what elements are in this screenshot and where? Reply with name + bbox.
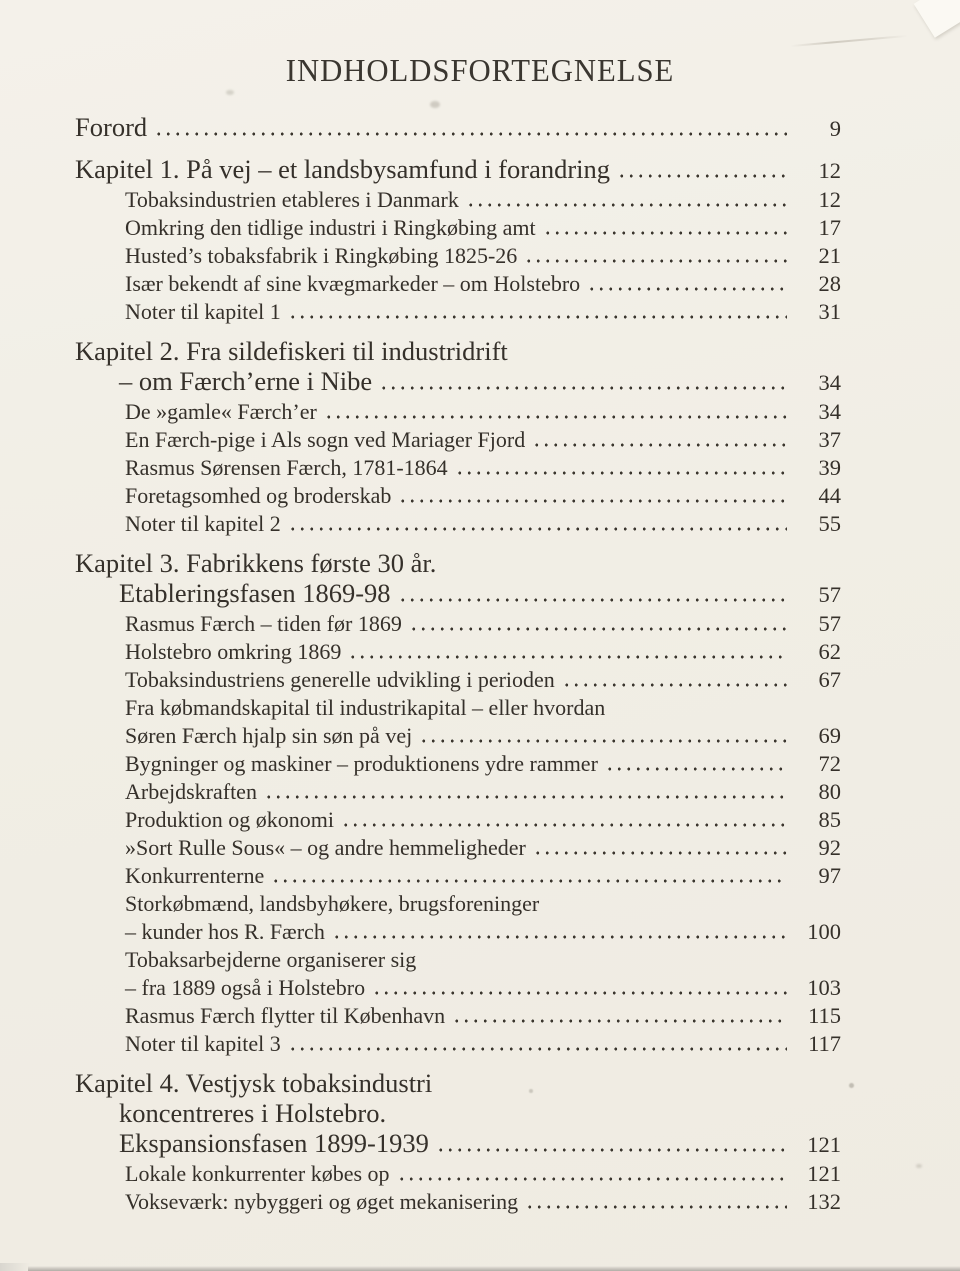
scan-bottom-edge	[28, 1266, 960, 1271]
toc-entry	[75, 750, 841, 778]
toc-entry-title: Tobaksindustriens generelle udvikling i perioden	[125, 667, 555, 692]
toc-entry-page: 69	[818, 723, 841, 748]
toc-entry	[75, 548, 841, 578]
toc-entry	[75, 778, 841, 806]
toc-entry	[75, 638, 841, 666]
toc-entry-page: 117	[808, 1031, 841, 1056]
toc-entry-title: Kapitel 3. Fabrikkens første 30 år.	[75, 548, 437, 578]
scan-speck	[226, 90, 234, 95]
toc-entry-title: Rasmus Færch flytter til København	[125, 1003, 446, 1028]
toc-entry	[75, 454, 841, 482]
toc-entry-title: Foretagsomhed og broderskab	[125, 483, 392, 508]
toc-entry	[75, 890, 841, 918]
toc-entry-title: Kapitel 4. Vestjysk tobaksindustri	[75, 1068, 433, 1098]
toc-entry-page: 55	[818, 511, 841, 536]
toc-entry	[75, 1098, 841, 1128]
toc-entry-page: 44	[818, 483, 841, 508]
toc-entry-title: Tobaksarbejderne organiserer sig	[125, 947, 417, 972]
toc-entry	[75, 398, 841, 426]
toc-entry	[75, 722, 841, 750]
toc-entry	[75, 806, 841, 834]
toc-entry	[75, 1002, 841, 1030]
dot-leader	[587, 270, 787, 298]
scan-crease	[790, 35, 908, 47]
scan-speck	[529, 1089, 533, 1093]
dot-leader	[398, 578, 787, 610]
toc-entry-title: Storkøbmænd, landsbyhøkere, brugsforeninger	[125, 891, 540, 916]
toc-entry-title: De »gamle« Færch’er	[125, 399, 317, 424]
toc-entry-title: Rasmus Sørensen Færch, 1781-1864	[125, 455, 448, 480]
toc-entry-page: 12	[818, 187, 841, 212]
toc-entry-title: Rasmus Færch – tiden før 1869	[125, 611, 402, 636]
scan-corner-fold	[914, 0, 960, 38]
toc-entry	[75, 426, 841, 454]
toc-entry-page: 80	[818, 779, 841, 804]
toc-entry	[75, 1188, 841, 1216]
toc-list	[75, 112, 841, 1216]
toc-entry-title: Arbejdskraften	[125, 779, 257, 804]
toc-entry-title: Noter til kapitel 3	[125, 1031, 281, 1056]
toc-entry-page: 92	[818, 835, 841, 860]
toc-entry	[75, 1160, 841, 1188]
toc-entry	[75, 510, 841, 538]
dot-leader	[324, 398, 787, 426]
toc-entry-page: 12	[818, 158, 841, 183]
dot-leader	[605, 750, 787, 778]
toc-entry-page: 100	[807, 919, 841, 944]
scan-bottom-corner	[0, 1263, 30, 1271]
dot-leader	[543, 214, 787, 242]
dot-leader	[524, 242, 787, 270]
toc-entry-title: Forord	[75, 112, 148, 142]
dot-leader	[398, 482, 787, 510]
scan-speck	[849, 1083, 854, 1088]
toc-entry-page: 67	[818, 667, 841, 692]
toc-entry-page: 115	[808, 1003, 841, 1028]
toc-entry-page: 132	[807, 1189, 841, 1214]
toc-entry-page: 72	[818, 751, 841, 776]
toc-entry-title: Vokseværk: nybyggeri og øget mekanisering	[125, 1189, 519, 1214]
dot-leader	[348, 638, 787, 666]
dot-leader	[288, 1030, 787, 1058]
toc-entry	[75, 336, 841, 366]
toc-entry	[75, 862, 841, 890]
toc-entry-page: 21	[818, 243, 841, 268]
page-title: INDHOLDSFORTEGNELSE	[285, 52, 675, 88]
dot-leader	[397, 1160, 787, 1188]
dot-leader	[436, 1128, 787, 1160]
toc-entry	[75, 482, 841, 510]
toc-entry	[75, 1128, 841, 1160]
toc-entry-page: 121	[807, 1161, 841, 1186]
dot-leader	[154, 112, 787, 144]
toc-entry-page: 97	[818, 863, 841, 888]
toc-entry-title: En Færch-pige i Als sogn ved Mariager Fjord	[125, 427, 526, 452]
toc-entry	[75, 610, 841, 638]
toc-entry-page: 57	[818, 582, 841, 607]
toc-entry-title: Lokale konkurrenter købes op	[125, 1161, 390, 1186]
toc-entry-page: 57	[818, 611, 841, 636]
dot-leader	[409, 610, 787, 638]
toc-entry-page: 31	[818, 299, 841, 324]
toc-entry-title: Kapitel 1. På vej – et landsbysamfund i forandring	[75, 154, 611, 184]
toc-entry	[75, 918, 841, 946]
dot-leader	[271, 862, 787, 890]
toc-entry-page: 121	[807, 1132, 841, 1157]
toc-entry-page: 9	[829, 116, 841, 141]
toc-entry-page: 103	[807, 975, 841, 1000]
toc-entry-title: – fra 1889 også i Holstebro	[125, 975, 366, 1000]
toc-entry	[75, 186, 841, 214]
toc-entry	[75, 666, 841, 694]
toc-entry-title: Noter til kapitel 1	[125, 299, 281, 324]
toc-entry-title: Ekspansionsfasen 1899-1939	[119, 1128, 429, 1158]
dot-leader	[288, 298, 787, 326]
dot-leader	[532, 426, 787, 454]
dot-leader	[419, 722, 787, 750]
toc-entry	[75, 946, 841, 974]
toc-entry-title: – om Færch’erne i Nibe	[119, 366, 373, 396]
toc-entry	[75, 578, 841, 610]
toc-entry-page: 85	[818, 807, 841, 832]
toc-entry-title: Noter til kapitel 2	[125, 511, 281, 536]
dot-leader	[466, 186, 787, 214]
toc-entry	[75, 694, 841, 722]
toc-entry-title: Produktion og økonomi	[125, 807, 335, 832]
dot-leader	[562, 666, 787, 694]
toc-entry-page: 17	[818, 215, 841, 240]
dot-leader	[455, 454, 787, 482]
toc-entry-title: Holstebro omkring 1869	[125, 639, 342, 664]
toc-entry-title: Bygninger og maskiner – produktionens ydre rammer	[125, 751, 598, 776]
dot-leader	[379, 366, 787, 398]
toc-entry-page: 37	[818, 427, 841, 452]
scan-speck	[916, 1164, 922, 1168]
toc-entry-title: Etableringsfasen 1869-98	[119, 578, 391, 608]
toc-entry-page: 34	[818, 370, 841, 395]
toc-entry-title: – kunder hos R. Færch	[125, 919, 325, 944]
toc-entry	[75, 214, 841, 242]
dot-leader	[525, 1188, 787, 1216]
dot-leader	[533, 834, 787, 862]
toc-entry-title: Især bekendt af sine kvægmarkeder – om Holstebro	[125, 271, 581, 296]
toc-entry-title: Husted’s tobaksfabrik i Ringkøbing 1825-26	[125, 243, 518, 268]
toc-entry-title: Kapitel 2. Fra sildefiskeri til industridrift	[75, 336, 508, 366]
dot-leader	[332, 918, 787, 946]
toc-entry	[75, 834, 841, 862]
toc-entry	[75, 974, 841, 1002]
toc-entry	[75, 1068, 841, 1098]
toc-entry	[75, 242, 841, 270]
toc-entry	[75, 298, 841, 326]
toc-entry-title: koncentreres i Holstebro.	[119, 1098, 387, 1128]
toc-entry-page: 62	[818, 639, 841, 664]
dot-leader	[264, 778, 787, 806]
dot-leader	[341, 806, 787, 834]
toc-entry-page: 34	[818, 399, 841, 424]
dot-leader	[288, 510, 787, 538]
dot-leader	[617, 154, 787, 186]
toc-entry-title: Tobaksindustrien etableres i Danmark	[125, 187, 459, 212]
toc-entry	[75, 154, 841, 186]
toc-entry-title: Søren Færch hjalp sin søn på vej	[125, 723, 413, 748]
toc-entry	[75, 1030, 841, 1058]
toc-entry-title: Omkring den tidlige industri i Ringkøbing amt	[125, 215, 536, 240]
toc-entry	[75, 112, 841, 144]
scan-speck	[430, 101, 440, 108]
toc-entry-title: Fra købmandskapital til industrikapital – eller hvordan	[125, 695, 606, 720]
toc-entry-title: »Sort Rulle Sous« – og andre hemmeligheder	[125, 835, 526, 860]
toc-entry-title: Konkurrenterne	[125, 863, 265, 888]
dot-leader	[452, 1002, 787, 1030]
dot-leader	[372, 974, 787, 1002]
toc-entry-page: 39	[818, 455, 841, 480]
toc-entry	[75, 366, 841, 398]
toc-entry	[75, 270, 841, 298]
toc-entry-page: 28	[818, 271, 841, 296]
